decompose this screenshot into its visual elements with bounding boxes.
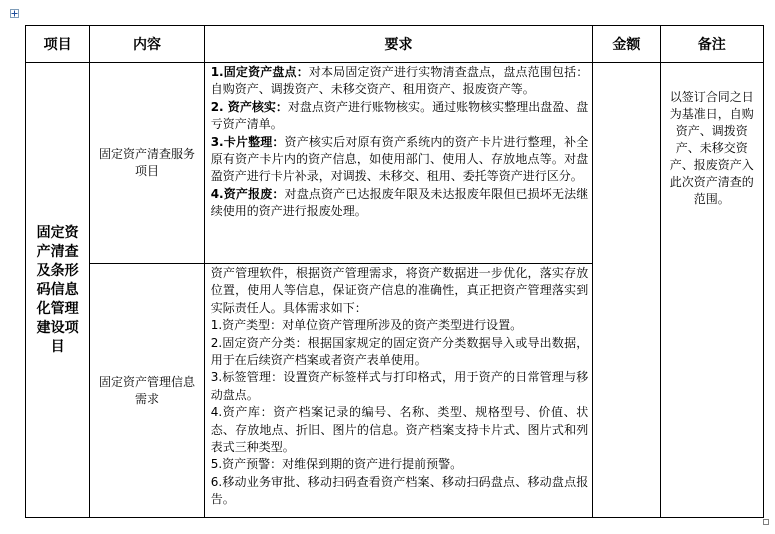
end-of-cell-marker xyxy=(763,519,769,525)
requirement-item: 6.移动业务审批、移动扫码查看资产档案、移动扫码盘点、移动盘点报告。 xyxy=(210,474,589,507)
content-cell-software: 固定资产管理信息需求 xyxy=(90,264,204,518)
note-cell: 以签订合同之日为基准日，自购资产、调拨资产、未移交资产、报废资产入此次资产清查的范围。 xyxy=(660,63,763,518)
header-content: 内容 xyxy=(90,26,204,63)
requirements-cell-inventory xyxy=(204,63,593,264)
requirement-paragraph: 1.固定资产盘点：对本局固定资产进行实物清查盘点，盘点范围包括：自购资产、调拨资产、未移交资产、租用资产、报废资产等。 xyxy=(210,65,589,97)
header-amount: 金额 xyxy=(593,26,660,63)
content-cell-inventory: 固定资产清查服务项目 xyxy=(90,63,204,264)
requirement-paragraph: 4.资产报废：对盘点资产已达报废年限及未达报废年限但已损坏无法继续使用的资产进行报废处理。 xyxy=(210,186,589,219)
requirement-item: 5.资产预警：对维保到期的资产进行提前预警。 xyxy=(210,457,463,472)
requirement-item: 2.固定资产分类：根据国家规定的固定资产分类数据导入或导出数据，用于在后续资产档案或者资产表单使用。 xyxy=(210,335,589,368)
requirement-item: 4.资产库：资产档案记录的编号、名称、类型、规格型号、价值、状态、存放地点、折旧、图片的信息。资产档案支持卡片式、图片式和列表式三种类型。 xyxy=(210,405,589,455)
project-name-cell: 固定资产清查及条形码信息化管理建设项目 xyxy=(26,63,90,518)
requirement-item: 1.资产类型：对单位资产管理所涉及的资产类型进行设置。 xyxy=(210,318,523,333)
project-table xyxy=(25,25,764,518)
header-item: 项目 xyxy=(26,26,90,63)
header-note: 备注 xyxy=(660,26,763,63)
requirement-paragraph: 2. 资产核实：对盘点资产进行账物核实。通过账物核实整理出盘盈、盘亏资产清单。 xyxy=(210,99,589,132)
amount-cell xyxy=(593,63,660,518)
header-row xyxy=(26,26,764,63)
requirement-item: 3.标签管理：设置资产标签样式与打印格式，用于资产的日常管理与移动盘点。 xyxy=(210,370,589,402)
table-row xyxy=(26,63,764,264)
header-requirements: 要求 xyxy=(204,26,593,63)
requirement-paragraph: 3.卡片整理：资产核实后对原有资产系统内的资产卡片进行整理，补全原有资产卡片内的资产信息，如使用部门、使用人、存放地点等。对盘盈资产进行卡片补录，对调拨、未移交、租用、委托等资产进行区分。 xyxy=(210,134,589,184)
requirements-cell-software xyxy=(204,264,593,518)
table-move-handle-icon[interactable] xyxy=(10,9,19,18)
requirement-paragraph: 资产管理软件，根据资产管理需求，将资产数据进一步优化，落实存放位置，使用人等信息，保证资产信息的准确性，真正把资产管理落实到实际责任人。具体需求如下： xyxy=(210,266,589,315)
